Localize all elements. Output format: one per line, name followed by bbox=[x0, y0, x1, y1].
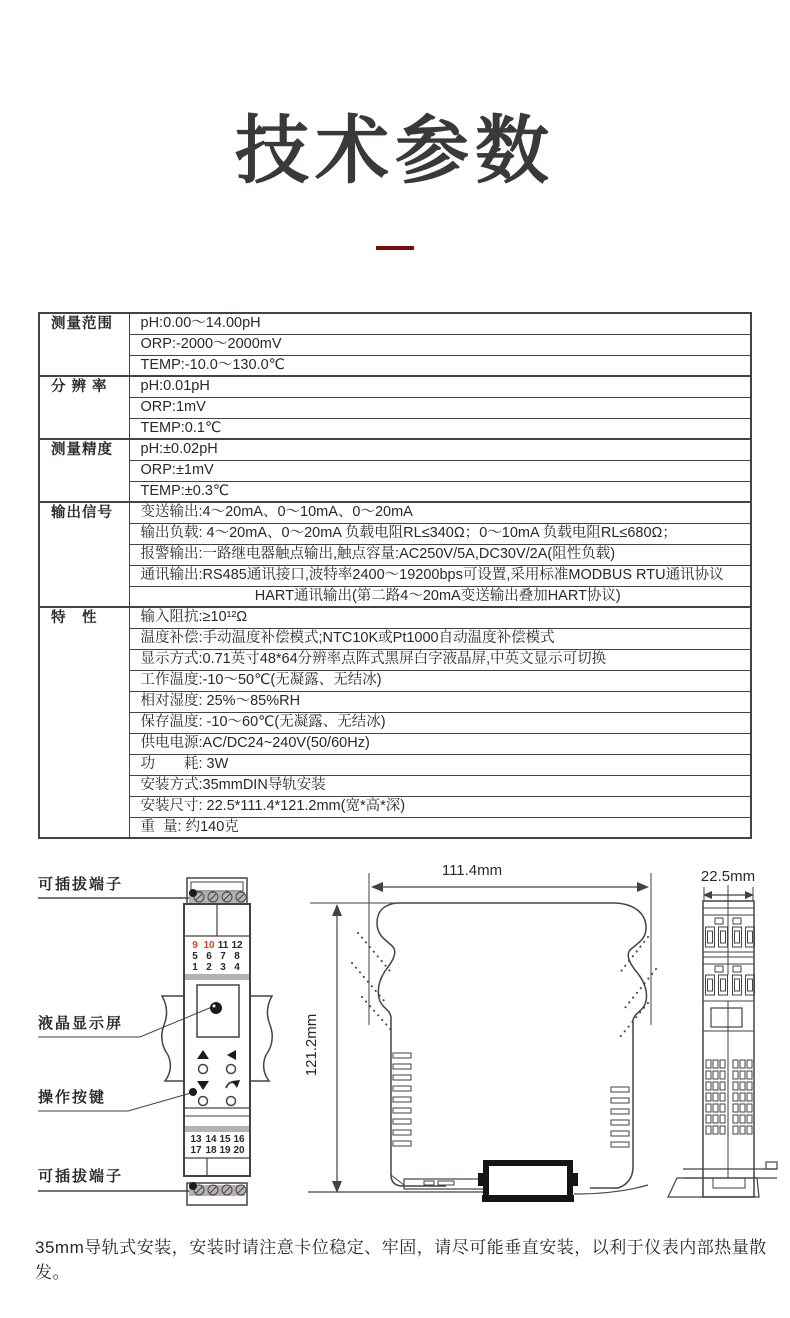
dimension-height-label: 121.2mm bbox=[303, 1014, 320, 1077]
svg-text:20: 20 bbox=[233, 1145, 245, 1157]
spec-value: 输出负载: 4～20mA、0～20mA 负载电阻RL≤340Ω；0～10mA 负载电阻RL≤680Ω； bbox=[129, 523, 751, 544]
svg-text:9: 9 bbox=[192, 940, 198, 952]
spec-value: 相对湿度: 25%～85%RH bbox=[129, 691, 751, 712]
spec-group-label: 输出信号 bbox=[39, 502, 129, 607]
spec-value: 重 量: 约140克 bbox=[129, 817, 751, 838]
table-row bbox=[39, 670, 751, 691]
callout-anchor-dot bbox=[189, 1182, 197, 1190]
down-arrow-button-icon bbox=[197, 1081, 209, 1090]
height-dimension-arrow bbox=[308, 903, 486, 1193]
spec-value: HART通讯输出(第二路4～20mA变送输出叠加HART协议) bbox=[129, 586, 751, 607]
table-row bbox=[39, 796, 751, 817]
table-row bbox=[39, 355, 751, 376]
spec-value: pH:±0.02pH bbox=[129, 439, 751, 460]
spec-value: ORP:±1mV bbox=[129, 460, 751, 481]
spec-value: 变送输出:4～20mA、0～10mA、0～20mA bbox=[129, 502, 751, 523]
device-edge-body bbox=[668, 901, 777, 1197]
svg-text:12: 12 bbox=[231, 940, 243, 952]
dimension-width-label: 111.4mm bbox=[441, 862, 503, 880]
spec-value: 功 耗: 3W bbox=[129, 754, 751, 775]
callout-top-terminal-label: 可插拔端子 bbox=[38, 876, 124, 894]
table-row bbox=[39, 691, 751, 712]
spec-group-label: 特 性 bbox=[39, 607, 129, 838]
device-profile bbox=[352, 903, 656, 1202]
depth-dimension-arrow bbox=[703, 885, 754, 975]
svg-text:13: 13 bbox=[190, 1134, 202, 1146]
spec-value: 供电电源:AC/DC24~240V(50/60Hz) bbox=[129, 733, 751, 754]
rail-foot bbox=[668, 1162, 777, 1197]
spec-value: 安装尺寸: 22.5*111.4*121.2mm(宽*高*深) bbox=[129, 796, 751, 817]
dimension-depth-label: 22.5mm bbox=[700, 868, 756, 886]
table-row bbox=[39, 586, 751, 607]
spec-value: 输入阻抗:≥10¹²Ω bbox=[129, 607, 751, 628]
spec-group-label: 测量范围 bbox=[39, 313, 129, 376]
callout-anchor-dot bbox=[189, 889, 197, 897]
terminal-number-grid-bottom bbox=[190, 1134, 245, 1156]
table-row bbox=[39, 628, 751, 649]
left-arrow-button-icon bbox=[227, 1050, 236, 1060]
table-row bbox=[39, 376, 751, 397]
table-row bbox=[39, 502, 751, 523]
bottom-terminal-block bbox=[187, 1182, 247, 1205]
table-row bbox=[39, 565, 751, 586]
enter-button-icon bbox=[226, 1080, 240, 1088]
spec-value: TEMP:-10.0～130.0℃ bbox=[129, 355, 751, 376]
spec-value: TEMP:±0.3℃ bbox=[129, 481, 751, 502]
din-rail-cross-section bbox=[478, 1163, 578, 1202]
table-row bbox=[39, 649, 751, 670]
table-row bbox=[39, 334, 751, 355]
table-row bbox=[39, 460, 751, 481]
svg-text:15: 15 bbox=[219, 1134, 231, 1146]
table-row bbox=[39, 607, 751, 628]
table-row bbox=[39, 523, 751, 544]
terminal-holes-row2 bbox=[706, 975, 755, 995]
svg-text:3: 3 bbox=[220, 962, 226, 974]
svg-text:2: 2 bbox=[206, 962, 212, 974]
svg-text:18: 18 bbox=[205, 1145, 217, 1157]
callout-buttons-label: 操作按键 bbox=[38, 1089, 107, 1107]
spec-value: ORP:1mV bbox=[129, 397, 751, 418]
installation-drawings bbox=[0, 845, 790, 1217]
vent-grid-left bbox=[706, 1060, 725, 1134]
svg-text:11: 11 bbox=[217, 940, 229, 952]
table-row bbox=[39, 544, 751, 565]
table-row bbox=[39, 397, 751, 418]
spec-value: 报警输出:一路继电器触点输出,触点容量:AC250V/5A,DC30V/2A(阻性负载) bbox=[129, 544, 751, 565]
svg-text:7: 7 bbox=[220, 951, 226, 963]
table-row bbox=[39, 817, 751, 838]
table-row bbox=[39, 733, 751, 754]
vent-grid-right bbox=[733, 1060, 752, 1134]
din-clip-slider bbox=[391, 1175, 484, 1189]
callout-anchor-dot bbox=[189, 1088, 197, 1096]
spec-value: 温度补偿:手动温度补偿模式;NTC10K或Pt1000自动温度补偿模式 bbox=[129, 628, 751, 649]
spec-value: 安装方式:35mmDIN导轨安装 bbox=[129, 775, 751, 796]
callout-bottom-terminal-label: 可插拔端子 bbox=[38, 1168, 124, 1186]
table-row bbox=[39, 418, 751, 439]
svg-text:8: 8 bbox=[234, 951, 240, 963]
svg-text:5: 5 bbox=[192, 951, 198, 963]
svg-text:10: 10 bbox=[203, 940, 215, 952]
svg-text:4: 4 bbox=[234, 962, 240, 974]
spec-value: 保存温度: -10～60℃(无凝露、无结冰) bbox=[129, 712, 751, 733]
side-view-drawing bbox=[303, 862, 656, 1202]
svg-text:17: 17 bbox=[190, 1145, 202, 1157]
terminal-number-grid-top bbox=[192, 940, 243, 973]
spec-value: ORP:-2000～2000mV bbox=[129, 334, 751, 355]
table-row bbox=[39, 712, 751, 733]
edge-view-drawing bbox=[668, 868, 777, 1197]
vent-slots-right bbox=[611, 1087, 629, 1147]
svg-text:14: 14 bbox=[205, 1134, 217, 1146]
table-row bbox=[39, 481, 751, 502]
spec-value: TEMP:0.1℃ bbox=[129, 418, 751, 439]
vent-slots-left bbox=[393, 1053, 411, 1146]
up-arrow-button-icon bbox=[197, 1050, 209, 1059]
installation-note: 35mm导轨式安装，安装时请注意卡位稳定、牢固，请尽可能垂直安装，以利于仪表内部热量散发。 bbox=[35, 1238, 767, 1283]
spec-value: 工作温度:-10～50℃(无凝露、无结冰) bbox=[129, 670, 751, 691]
operation-buttons bbox=[189, 1050, 240, 1106]
spec-value: pH:0.01pH bbox=[129, 376, 751, 397]
front-view-drawing bbox=[38, 875, 272, 1205]
table-row bbox=[39, 775, 751, 796]
spec-value: 通讯输出:RS485通讯接口,波特率2400～19200bps可设置,采用标准MODBUS RTU通讯协议 bbox=[129, 565, 751, 586]
table-row bbox=[39, 439, 751, 460]
spec-group-label: 分 辨 率 bbox=[39, 376, 129, 439]
table-row bbox=[39, 754, 751, 775]
spec-group-label: 测量精度 bbox=[39, 439, 129, 502]
top-terminal-block bbox=[187, 878, 247, 904]
svg-text:19: 19 bbox=[219, 1145, 231, 1157]
terminal-holes-row1 bbox=[706, 927, 755, 947]
page-title: 技术参数 bbox=[235, 109, 555, 192]
spec-table bbox=[38, 312, 752, 839]
svg-text:6: 6 bbox=[206, 951, 212, 963]
width-dimension-arrow bbox=[369, 873, 651, 1025]
svg-text:1: 1 bbox=[192, 962, 198, 974]
title-accent-bar bbox=[376, 246, 414, 250]
spec-value: 显示方式:0.71英寸48*64分辨率点阵式黑屏白字液晶屏,中英文显示可切换 bbox=[129, 649, 751, 670]
callout-lcd-label: 液晶显示屏 bbox=[38, 1015, 124, 1033]
svg-text:16: 16 bbox=[233, 1134, 245, 1146]
spec-value: pH:0.00～14.00pH bbox=[129, 313, 751, 334]
table-row bbox=[39, 313, 751, 334]
